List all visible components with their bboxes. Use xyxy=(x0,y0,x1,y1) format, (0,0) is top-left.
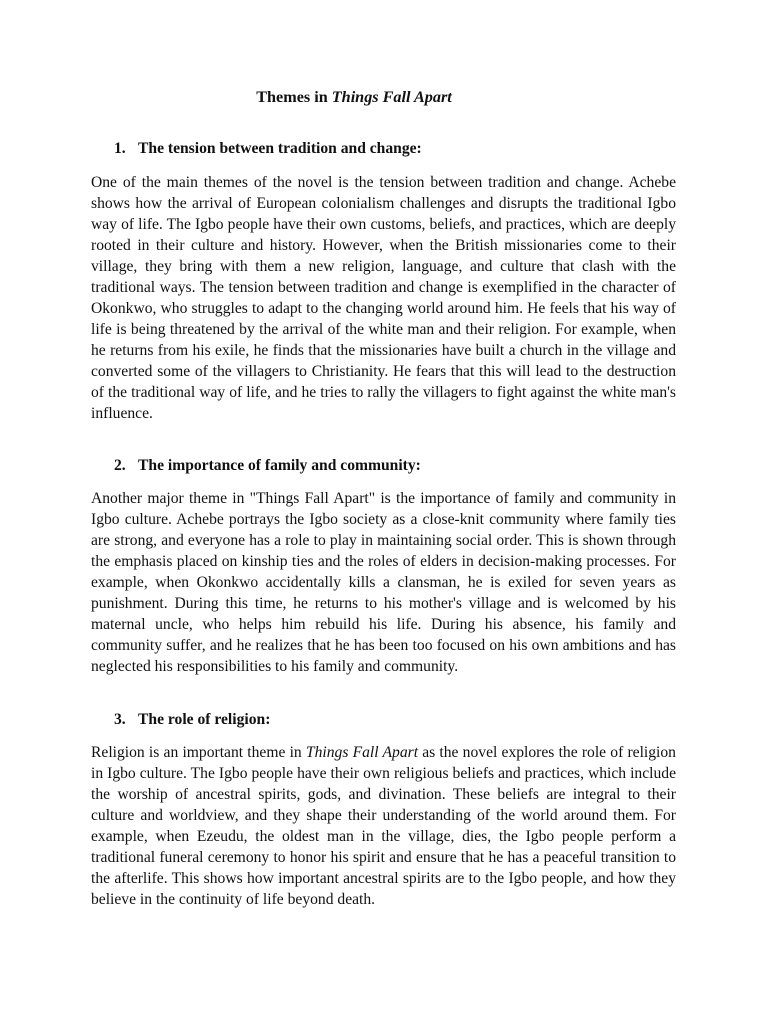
title-italic: Things Fall Apart xyxy=(331,88,452,106)
section-3-body-italic: Things Fall Apart xyxy=(305,744,419,761)
section-3-body-prefix: Religion is an important theme in xyxy=(91,744,306,761)
section-1-heading-text: The tension between tradition and change: xyxy=(138,140,422,157)
document-title xyxy=(0,86,708,108)
section-2-body: Another major theme in "Things Fall Apart" is the importance of family and community in Igbo culture. Achebe portrays the Igbo society as a close-knit community where family ties are strong, and everyone has a role to play in maintaining social order. This is shown through the emphasis placed on kinship ties and the roles of elders in decision-making processes. For example, when Okonkwo accidentally kills a clansman, he is exiled for seven years as punishment. During this time, he returns to his mother's village and is welcomed by his maternal uncle, who helps him rebuild his life. During his absence, his family and community suffer, and he realizes that he has been too focused on his own ambitions and has neglected his responsibilities to his family and community. xyxy=(91,490,676,675)
section-3-number: 3. xyxy=(114,711,126,728)
section-3-heading xyxy=(114,709,270,730)
section-3-body-suffix: as the novel explores the role of religion in Igbo culture. The Igbo people have their own religious beliefs and practices, which include the worship of ancestral spirits, gods, and divination. These beliefs are integral to their culture and worldview, and they shape their understanding of the world around them. For example, when Ezeudu, the oldest man in the village, dies, the Igbo people perform a traditional funeral ceremony to honor his spirit and ensure that he has a peaceful transition to the afterlife. This shows how important ancestral spirits are to the Igbo people, and how they believe in the continuity of life beyond death. xyxy=(91,744,676,908)
section-3-body xyxy=(91,742,676,910)
title-prefix: Themes in xyxy=(256,88,332,106)
section-3-heading-text: The role of religion: xyxy=(138,711,271,728)
section-2-heading-text: The importance of family and community: xyxy=(138,457,421,474)
section-2-number: 2. xyxy=(114,457,126,474)
section-1-body: One of the main themes of the novel is the tension between tradition and change. Achebe shows how the arrival of European colonialism challenges and disrupts the traditional Igbo way of life. The Igbo people have their own customs, beliefs, and practices, which are deeply rooted in their culture and history. However, when the British missionaries come to their village, they bring with them a new religion, language, and culture that clash with the traditional ways. The tension between tradition and change is exemplified in the character of Okonkwo, who struggles to adapt to the changing world around him. He feels that his way of life is being threatened by the arrival of the white man and their religion. For example, when he returns from his exile, he finds that the missionaries have built a church in the village and converted some of the villagers to Christianity. He fears that this will lead to the destruction of the traditional way of life, and he tries to rally the villagers to fight against the white man's influence. xyxy=(91,174,676,422)
section-1-heading xyxy=(114,138,422,159)
section-2-heading xyxy=(114,455,421,476)
section-1-number: 1. xyxy=(114,140,126,157)
